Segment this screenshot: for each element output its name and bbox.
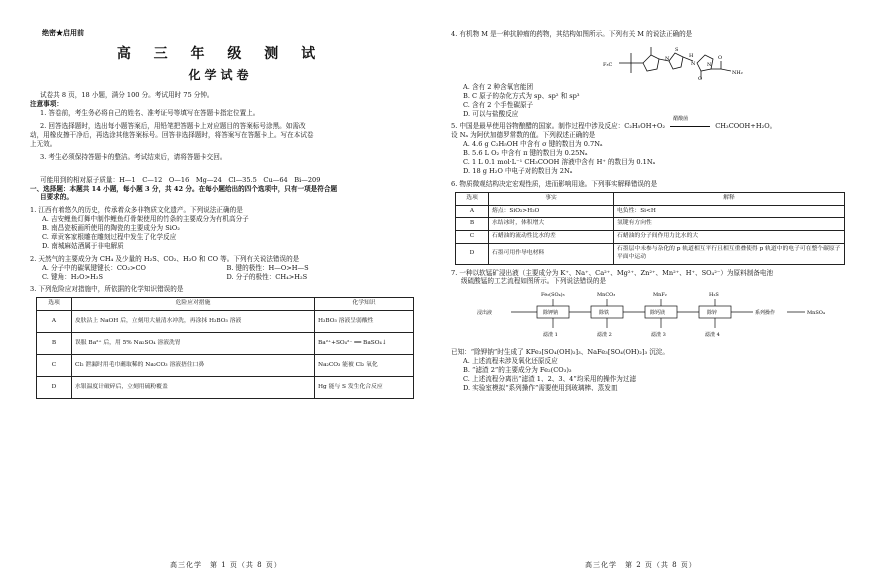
q4-option-c: C. 含有 2 个手性碳原子	[463, 100, 534, 109]
q5-option-d: D. 18 g H₂O 中电子对的数目为 2Nₐ	[463, 166, 573, 175]
mol-label: O	[698, 75, 703, 81]
page-footer: 高三化学 第 1 页（共 8 页）	[170, 561, 282, 569]
table-cell: 水银温度计破碎后，立刻用硫粉覆盖	[72, 377, 315, 399]
q3-stem: 3. 下列危险应对措施中，所依据的化学知识错误的是	[30, 285, 184, 294]
flow-filter: 滤渣 4	[705, 332, 720, 339]
q1-option-a: A. 吉安鲤鱼灯舞中制作鲤鱼灯骨架使用的竹条的主要成分为有机高分子	[42, 215, 249, 224]
q7-option-a: A. 上述流程未涉及氧化还原反应	[463, 357, 558, 366]
table-cell: 石墨可用作导电材料	[489, 243, 614, 264]
section-heading-cont: 目要求的。	[40, 193, 73, 202]
q2-option-c: C. 键角：H₂O>H₂S	[42, 272, 104, 281]
mol-label: NH₂	[732, 69, 743, 76]
q5-option-b: B. 5.6 L O₂ 中含有 π 键的数目为 0.25Nₐ	[463, 149, 588, 158]
q6-header: 选项	[456, 192, 489, 205]
flow-filter: 滤渣 1	[543, 332, 558, 339]
q6-table	[455, 192, 845, 265]
flow-step: 除锌	[707, 310, 718, 317]
q2-option-d: D. 分子的极性：CH₄>H₂S	[226, 272, 308, 281]
table-row	[37, 355, 414, 377]
q4-option-a: A. 含有 2 种含氧官能团	[463, 82, 534, 91]
q5-option-c: C. 1 L 0.1 mol·L⁻¹ CH₃COOH 溶液中含有 H⁺ 的数目为 0.1Nₐ	[463, 158, 656, 167]
table-row	[37, 377, 414, 399]
q7-option-c: C. 上述流程分离出“滤渣 1、2、3、4”均采用的操作为过滤	[463, 375, 637, 384]
q7-stem-cont: 级硫酸锰的工艺流程如图所示。下列说法错误的是	[461, 277, 607, 286]
table-cell: 电负性：Si<H	[614, 205, 845, 218]
q4-option-d: D. 可以与盐酸反应	[463, 109, 519, 118]
table-row	[37, 311, 414, 333]
q3-header: 选项	[37, 298, 72, 311]
mol-label: N	[707, 61, 712, 68]
q2-option-b: B. 键的极性：H—O>H—S	[226, 263, 309, 272]
mol-label: N	[665, 55, 670, 62]
molecule-structure	[601, 41, 751, 81]
q1-option-b: B. 南昌瓷板画所使用的陶瓷的主要成分为 SiO₂	[42, 224, 180, 233]
q5-stem2: 设 Nₐ 为阿伏加德罗常数的值。下列叙述正确的是	[451, 131, 596, 140]
table-cell: Ba²⁺+SO₄²⁻ ══ BaSO₄↓	[315, 333, 414, 355]
flow-product: MnSO₄	[807, 310, 825, 317]
notice-heading: 注意事项：	[30, 100, 63, 109]
table-cell: 熔点：SiO₂>H₂O	[489, 205, 614, 218]
mol-label: O	[718, 54, 723, 61]
flow-filter: 滤渣 3	[651, 332, 666, 339]
table-row	[456, 218, 845, 231]
table-cell: B	[37, 333, 72, 355]
q3-header: 危险应对措施	[72, 298, 315, 311]
mol-label: H	[689, 52, 694, 59]
exam-subtitle: 化学试卷	[188, 68, 253, 83]
flow-start: 浸出液	[477, 310, 493, 317]
table-cell: 氢键有方向性	[614, 218, 845, 231]
table-cell: B	[456, 218, 489, 231]
q1-option-c: C. 章贡客家根雕在雕刻过程中发生了化学反应	[42, 233, 177, 242]
table-row	[456, 205, 845, 218]
notice-line: 2. 回答选择题时，选出每小题答案后，用铅笔把答题卡上对应题目的答案标号涂黑。如需改	[40, 122, 306, 131]
table-cell: 石墨层中未参与杂化的 p 轨道相互平行且相互重叠使得 p 轨道中的电子可在整个碳原子平面中运动	[614, 243, 845, 264]
page-footer: 高三化学 第 2 页（共 8 页）	[585, 561, 697, 569]
notice-line: 动，用橡皮擦干净后，再选涂其他答案标号。回答非选择题时，将答案写在答题卡上。写在本试卷	[30, 131, 314, 139]
q3-header: 化学知识	[315, 298, 414, 311]
q1-option-d: D. 南城麻姑酒属于非电解质	[42, 241, 124, 250]
table-cell: C	[37, 355, 72, 377]
table-cell: 皮肤沾上 NaOH 后，立刻用大量清水冲洗，再涂抹 H₃BO₃ 溶液	[72, 311, 315, 333]
flow-reagent: MnCO₃	[597, 292, 616, 299]
q6-stem: 6. 物质微观结构决定宏观性质，进而影响用途。下列事实解释错误的是	[451, 179, 658, 188]
q7-known: 已知：“除钾钠”时生成了 KFe₃[SO₄(OH)₂]₃、NaFe₃[SO₄(OH)₂]₃ 沉淀。	[451, 348, 669, 357]
q2-option-a: A. 分子中的碳氧键键长：CO₂>CO	[42, 263, 146, 272]
q5-stem-cont: CH₃COOH+H₂O。	[715, 122, 777, 131]
q7-option-d: D. 实验室模拟“系列操作”需要使用到玻璃棒、蒸发皿	[463, 383, 618, 392]
q5-condition: 醋酸菌	[673, 116, 689, 123]
secret-label: 绝密★启用前	[42, 28, 84, 37]
notice-line: 1. 答卷前，考生务必将自己的姓名、准考证号等填写在答题卡指定位置上。	[40, 109, 260, 118]
q7-option-b: B. “滤渣 2”的主要成分为 Fe₂(CO₃)₃	[463, 366, 572, 375]
q4-stem: 4. 有机物 M 是一种抗肿瘤的药物，其结构如图所示。下列有关 M 的说法正确的是	[451, 30, 693, 38]
table-cell: D	[37, 377, 72, 399]
flow-step: 除钙镁	[650, 310, 666, 317]
table-cell: A	[456, 205, 489, 218]
table-cell: Na₂CO₃ 能被 Cl₂ 氧化	[315, 355, 414, 377]
q7-stem: 7. 一种以软锰矿浸出液（主要成分为 K⁺、Na⁺、Ca²⁺、Mg²⁺、Zn²⁺、Mn²⁺、H⁺、SO₄²⁻）为原料制备电池	[451, 268, 774, 277]
table-cell: H₃BO₃ 溶液呈弱酸性	[315, 311, 414, 333]
table-cell: Cl₂ 泄漏时用毛巾蘸取稀的 Na₂CO₃ 溶液捂住口鼻	[72, 355, 315, 377]
flow-filter: 滤渣 2	[597, 332, 612, 339]
table-cell: Hg 能与 S 发生化合反应	[315, 377, 414, 399]
table-cell: 误服 Ba²⁺ 后，用 5% Na₂SO₄ 溶液洗胃	[72, 333, 315, 355]
notice-line: 3. 考生必须保持答题卡的整洁。考试结束后，请将答题卡交回。	[40, 152, 227, 161]
table-cell: D	[456, 243, 489, 264]
exam-intro: 试卷共 8 页，18 小题，满分 100 分。考试用时 75 分钟。	[40, 91, 214, 100]
q5-option-a: A. 4.6 g C₂H₅OH 中含有 σ 键的数目为 0.7Nₐ	[463, 140, 603, 149]
q1-stem: 1. 江西有着悠久的历史，传承着众多非物质文化遗产。下列说法正确的是	[30, 206, 243, 215]
flow-step: 除铁	[599, 310, 610, 317]
q3-table	[36, 297, 414, 399]
q6-header: 事实	[489, 192, 614, 205]
flow-reagent: MnF₂	[653, 292, 667, 299]
table-cell: C	[456, 231, 489, 244]
flow-reagent: H₂S	[709, 292, 719, 299]
atomic-masses: 可能用到的相对原子质量：H—1 C—12 O—16 Mg—24 Cl—35.5 Cu—64 Bi—209	[40, 175, 321, 184]
page-2	[435, 0, 870, 578]
flow-ops: 系列操作	[755, 310, 776, 317]
table-cell: A	[37, 311, 72, 333]
arrow-icon	[670, 126, 710, 127]
table-row	[456, 231, 845, 244]
section-heading: 一、选择题：本题共 14 小题，每小题 3 分，共 42 分。在每小题给出的四个选项中，只有一项是符合题	[30, 184, 338, 193]
exam-title: 高 三 年 级 测 试	[116, 46, 325, 63]
q6-header: 解释	[614, 192, 845, 205]
q5-stem: 5. 中国是最早使用谷物酿醋的国家。制作过程中涉及反应：C₂H₅OH+O₂	[451, 122, 666, 131]
table-row	[456, 243, 845, 264]
flow-reagent: Fe₂(SO₄)₃	[541, 292, 565, 299]
notice-line: 上无效。	[30, 139, 57, 148]
flow-step: 除钾钠	[543, 310, 559, 317]
mol-label: F₃C	[603, 61, 613, 68]
table-cell: 石蜡油的流动性比水的差	[489, 231, 614, 244]
q2-stem: 2. 天然气的主要成分为 CH₄ 及少量的 H₂S、CO₂、H₂O 和 CO 等。下列有关说法错误的是	[30, 254, 300, 263]
table-row	[37, 333, 414, 355]
table-cell: 石蜡油的分子间作用力比水的大	[614, 231, 845, 244]
table-cell: 水结冰时，体积增大	[489, 218, 614, 231]
mol-label: S	[675, 46, 679, 53]
process-flow-diagram	[471, 288, 831, 346]
mol-label: N	[691, 60, 696, 67]
q4-option-b: B. C 原子的杂化方式为 sp、sp² 和 sp³	[463, 91, 580, 100]
